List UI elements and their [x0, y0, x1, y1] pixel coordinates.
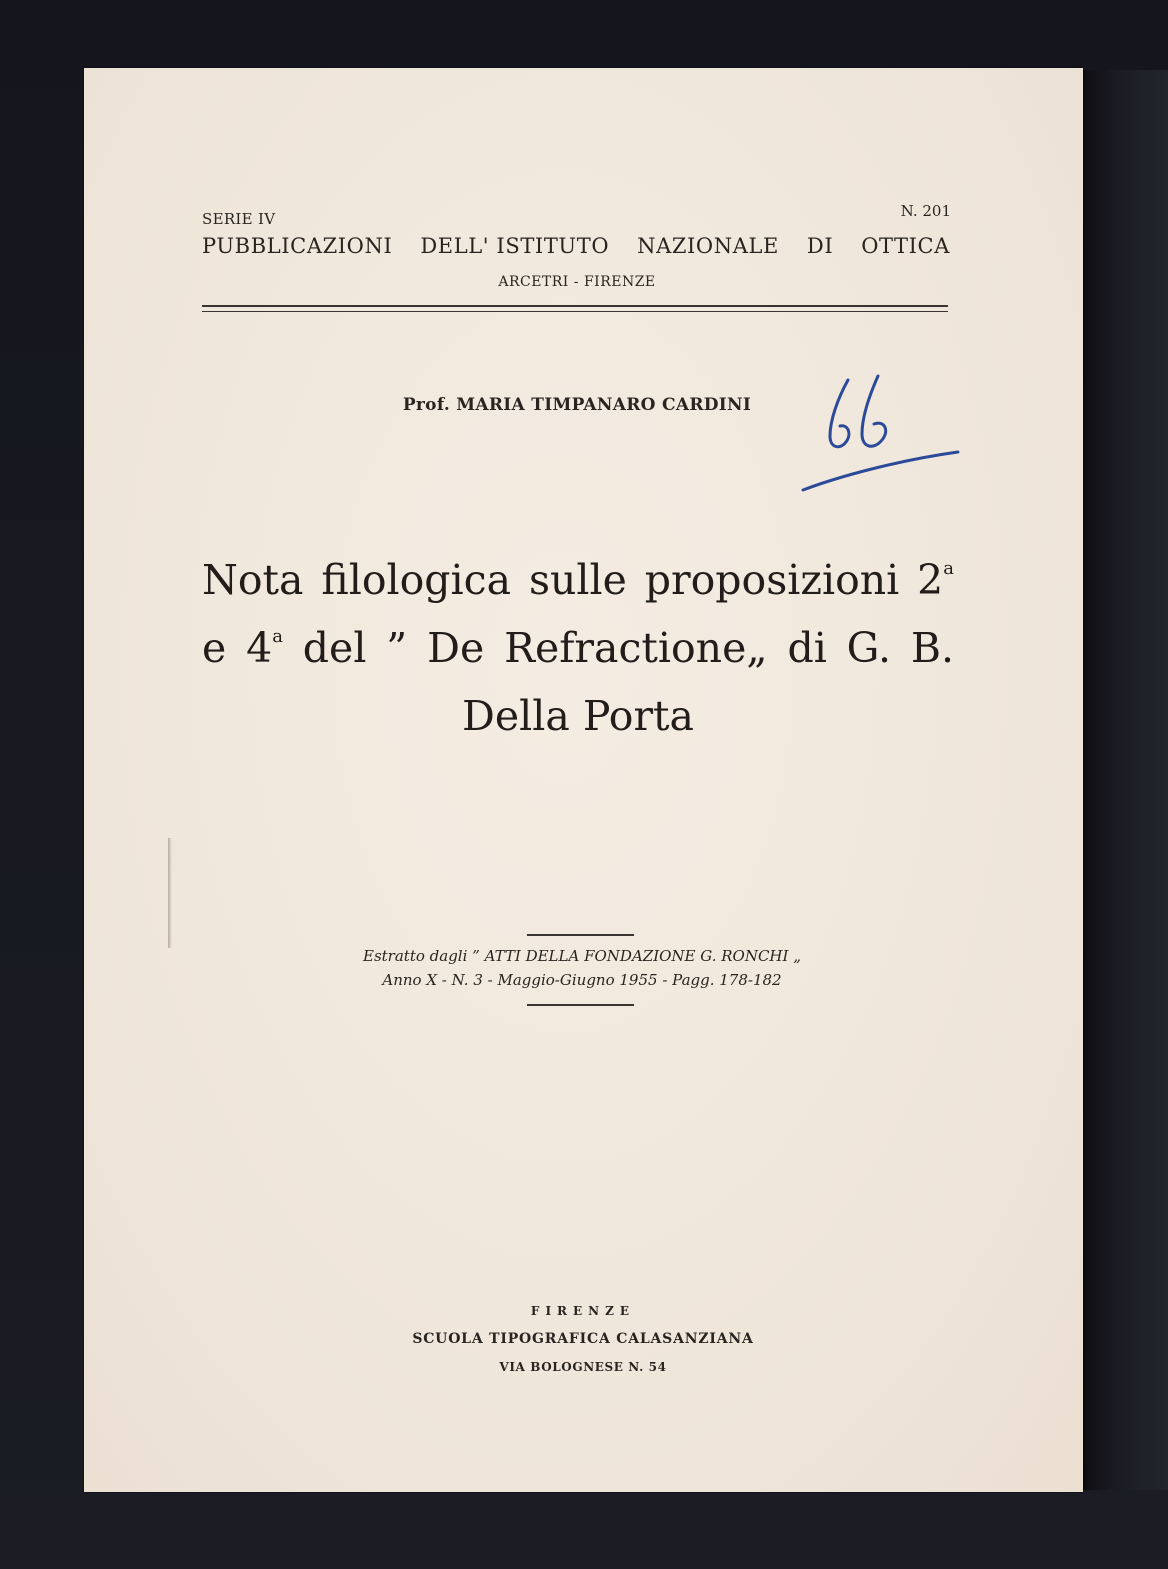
spine-shading: [168, 838, 172, 948]
page-shadow: [1082, 70, 1168, 1490]
series-label: SERIE IV: [202, 210, 276, 228]
handwritten-number-text: 66: [800, 368, 802, 369]
institute-word: PUBBLICAZIONI: [202, 234, 393, 258]
document-page: [84, 68, 1083, 1492]
title-part-2: e 4: [202, 624, 273, 672]
handwritten-number: [800, 368, 960, 498]
institute-heading: [202, 234, 950, 258]
document-title: [202, 546, 954, 750]
institute-word: NAZIONALE: [637, 234, 779, 258]
publication-number: N. 201: [900, 202, 951, 220]
extract-line-2: Anno X - N. 3 - Maggio-Giugno 1955 - Pagg. 178-182: [382, 971, 782, 989]
institute-word: OTTICA: [861, 234, 950, 258]
imprint-city: FIRENZE: [530, 1304, 636, 1318]
title-part-1: Nota filologica sulle proposizioni 2: [202, 556, 944, 604]
extract-notice: [84, 944, 1080, 992]
institute-location: ARCETRI - FIRENZE: [498, 274, 656, 290]
title-superscript-2: a: [272, 626, 283, 647]
extract-rule-bottom: [527, 1004, 634, 1006]
institute-word: DELL' ISTITUTO: [420, 234, 610, 258]
author-name: Prof. MARIA TIMPANARO CARDINI: [402, 395, 752, 415]
title-superscript-1: a: [943, 558, 954, 579]
header-double-rule: [202, 305, 948, 312]
imprint-press: SCUOLA TIPOGRAFICA CALASANZIANA: [412, 1331, 754, 1347]
imprint-address: VIA BOLOGNESE N. 54: [499, 1360, 667, 1374]
institute-word: DI: [806, 234, 834, 258]
title-part-3: del ” De Refractione„ di G. B. Della Porta: [282, 624, 954, 740]
extract-rule-top: [527, 934, 634, 936]
extract-line-1: Estratto dagli ” ATTI DELLA FONDAZIONE G. RONCHI „: [363, 947, 801, 965]
